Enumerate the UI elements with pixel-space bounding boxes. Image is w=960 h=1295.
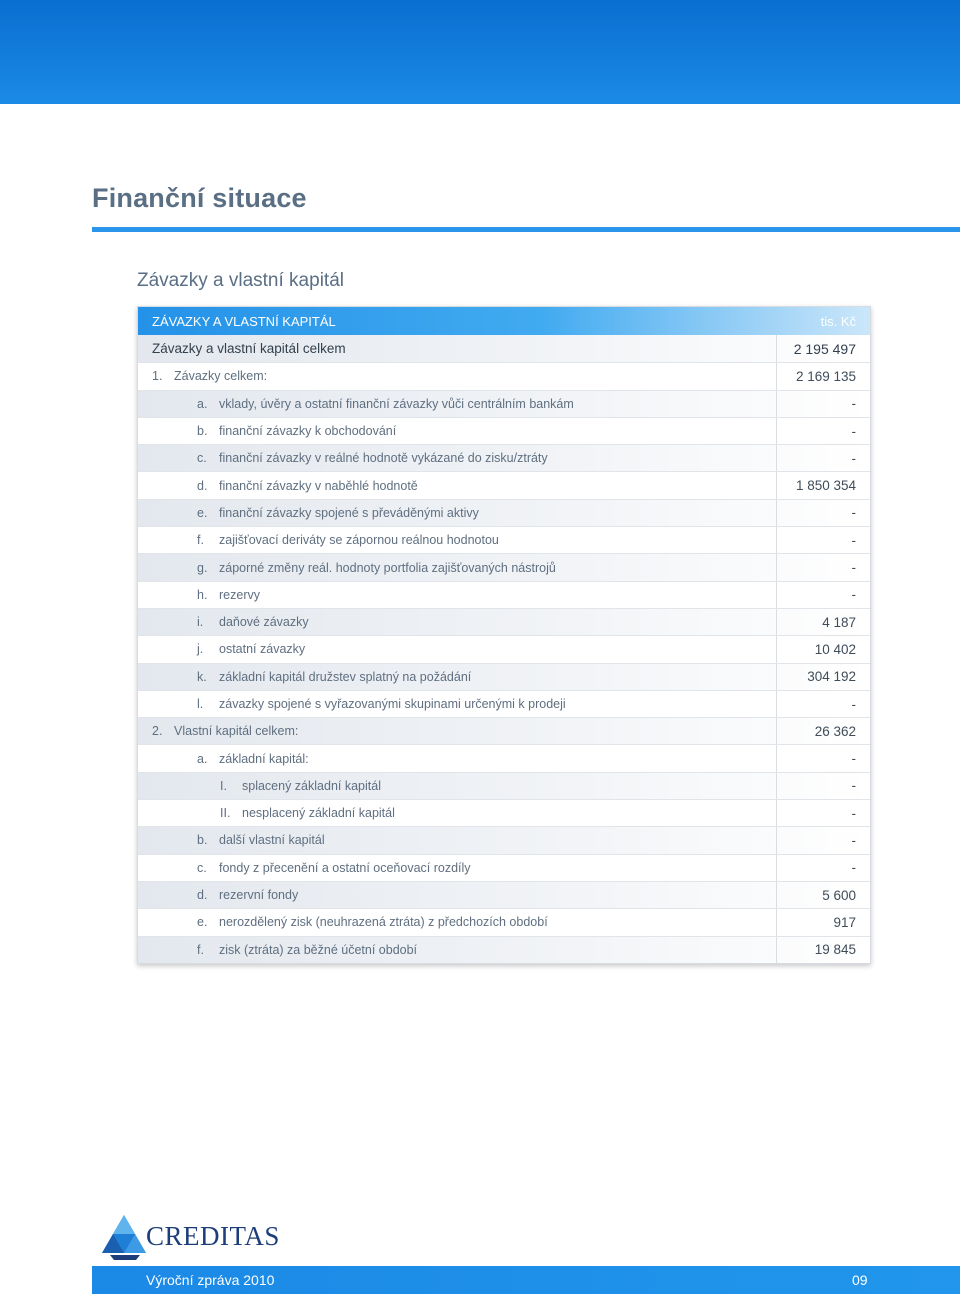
row-value: 4 187 bbox=[822, 614, 856, 630]
row-value: 1 850 354 bbox=[795, 478, 856, 494]
table-body bbox=[138, 335, 870, 963]
row-label-cell bbox=[138, 937, 777, 963]
row-value: 304 192 bbox=[807, 669, 856, 685]
row-label-cell bbox=[138, 773, 777, 799]
table-row bbox=[138, 663, 870, 690]
row-label-cell bbox=[138, 664, 777, 690]
row-value: - bbox=[851, 423, 856, 439]
table-row bbox=[138, 471, 870, 498]
row-value: - bbox=[851, 532, 856, 548]
row-label-cell bbox=[138, 909, 777, 935]
row-number: g. bbox=[197, 560, 208, 575]
row-value: 917 bbox=[833, 914, 856, 930]
row-label: další vlastní kapitál bbox=[219, 833, 325, 848]
top-banner bbox=[0, 0, 960, 104]
row-number: k. bbox=[197, 669, 207, 684]
liabilities-equity-table bbox=[137, 306, 871, 964]
row-number: b. bbox=[197, 424, 208, 439]
row-label-cell bbox=[138, 500, 777, 526]
row-label: nesplacený základní kapitál bbox=[242, 806, 395, 821]
row-number: i. bbox=[197, 615, 204, 630]
row-label-cell bbox=[138, 718, 777, 744]
row-label: finanční závazky v reálné hodnotě vykázané do zisku/ztráty bbox=[219, 451, 548, 466]
row-label-cell bbox=[138, 882, 777, 908]
footer-report-title: Výroční zpráva 2010 bbox=[146, 1272, 275, 1288]
row-value: 19 845 bbox=[814, 942, 856, 958]
row-label-cell bbox=[138, 418, 777, 444]
row-label-cell bbox=[138, 609, 777, 635]
row-label: rezervní fondy bbox=[219, 888, 299, 903]
section-title: Závazky a vlastní kapitál bbox=[137, 270, 344, 291]
page-title: Finanční situace bbox=[92, 183, 307, 213]
row-label-cell bbox=[138, 527, 777, 553]
row-label: splacený základní kapitál bbox=[242, 778, 381, 793]
table-row bbox=[138, 608, 870, 635]
row-number: h. bbox=[197, 587, 208, 602]
table-row bbox=[138, 444, 870, 471]
row-label: nerozdělený zisk (neuhrazená ztráta) z předchozích období bbox=[219, 915, 548, 930]
row-label-cell bbox=[138, 691, 777, 717]
row-label: zajišťovací deriváty se zápornou reálnou hodnotou bbox=[219, 533, 499, 548]
row-label: základní kapitál: bbox=[219, 751, 309, 766]
row-label-cell bbox=[138, 472, 777, 498]
row-label-cell bbox=[138, 582, 777, 608]
row-label: Vlastní kapitál celkem: bbox=[174, 724, 299, 739]
row-number: e. bbox=[197, 915, 208, 930]
row-value: 2 195 497 bbox=[793, 340, 856, 357]
row-number: e. bbox=[197, 505, 208, 520]
table-row bbox=[138, 417, 870, 444]
row-label: finanční závazky spojené s převáděnými aktivy bbox=[219, 505, 479, 520]
row-label: rezervy bbox=[219, 587, 260, 602]
row-label: závazky spojené s vyřazovanými skupinami určenými k prodeji bbox=[219, 697, 566, 711]
table-row bbox=[138, 799, 870, 826]
table-header-unit: tis. Kč bbox=[820, 313, 856, 329]
row-label: zisk (ztráta) za běžné účetní období bbox=[219, 942, 418, 957]
creditas-logo-icon bbox=[102, 1213, 148, 1261]
row-label: Závazky a vlastní kapitál celkem bbox=[152, 341, 346, 357]
row-label: finanční závazky v naběhlé hodnotě bbox=[219, 478, 418, 493]
table-row bbox=[138, 635, 870, 662]
table-header-label: ZÁVAZKY A VLASTNÍ KAPITÁL bbox=[152, 313, 336, 329]
table-header-row bbox=[138, 307, 870, 335]
row-value: - bbox=[851, 778, 856, 794]
row-number: j. bbox=[197, 642, 204, 657]
row-value: - bbox=[851, 560, 856, 576]
row-number: c. bbox=[197, 860, 207, 875]
table-row bbox=[138, 881, 870, 908]
row-value: - bbox=[851, 860, 856, 876]
row-number: b. bbox=[197, 833, 208, 848]
row-number: I. bbox=[220, 778, 227, 793]
row-number: 2. bbox=[152, 724, 163, 739]
table-row bbox=[138, 717, 870, 744]
row-number: c. bbox=[197, 451, 207, 466]
row-value: 26 362 bbox=[814, 723, 856, 739]
row-label: daňové závazky bbox=[219, 615, 309, 630]
row-label-cell bbox=[138, 636, 777, 662]
row-label: základní kapitál družstev splatný na požádání bbox=[219, 669, 472, 684]
row-value: - bbox=[851, 805, 856, 821]
row-number: f. bbox=[197, 942, 204, 957]
title-divider bbox=[92, 227, 960, 232]
table-row bbox=[138, 335, 870, 362]
row-value: - bbox=[851, 587, 856, 603]
row-value: - bbox=[851, 696, 856, 712]
row-value: - bbox=[851, 505, 856, 521]
table-row bbox=[138, 744, 870, 771]
row-label-cell bbox=[138, 363, 777, 389]
page-number: 09 bbox=[852, 1272, 868, 1288]
table-row bbox=[138, 908, 870, 935]
row-value: 2 169 135 bbox=[795, 368, 856, 384]
row-label: záporné změny reál. hodnoty portfolia zajišťovaných nástrojů bbox=[219, 560, 556, 575]
row-value: - bbox=[851, 832, 856, 848]
row-number: l. bbox=[197, 697, 204, 711]
row-value: - bbox=[851, 450, 856, 466]
table-row bbox=[138, 362, 870, 389]
row-label: vklady, úvěry a ostatní finanční závazky vůči centrálním bankám bbox=[219, 396, 574, 411]
row-label: Závazky celkem: bbox=[174, 369, 268, 384]
table-row bbox=[138, 826, 870, 853]
row-label-cell bbox=[138, 745, 777, 771]
table-row bbox=[138, 772, 870, 799]
table-row bbox=[138, 390, 870, 417]
row-label-cell bbox=[138, 800, 777, 826]
row-label-cell bbox=[138, 827, 777, 853]
row-label: finanční závazky k obchodování bbox=[219, 424, 397, 439]
row-label: ostatní závazky bbox=[219, 642, 306, 657]
row-number: f. bbox=[197, 533, 204, 548]
row-number: a. bbox=[197, 751, 208, 766]
row-label-cell bbox=[138, 445, 777, 471]
row-number: d. bbox=[197, 478, 208, 493]
row-value: - bbox=[851, 396, 856, 412]
row-label-cell bbox=[138, 335, 777, 362]
row-label-cell bbox=[138, 554, 777, 580]
row-label-cell bbox=[138, 391, 777, 417]
table-row bbox=[138, 499, 870, 526]
row-number: a. bbox=[197, 396, 208, 411]
table-row bbox=[138, 581, 870, 608]
row-number: II. bbox=[220, 806, 231, 821]
table-row bbox=[138, 936, 870, 963]
row-number: 1. bbox=[152, 369, 163, 384]
table-row bbox=[138, 526, 870, 553]
logo-wordmark: CREDITAS bbox=[146, 1221, 280, 1251]
row-label: fondy z přecenění a ostatní oceňovací rozdíly bbox=[219, 860, 471, 875]
table-row bbox=[138, 690, 870, 717]
row-label-cell bbox=[138, 855, 777, 881]
table-row bbox=[138, 854, 870, 881]
row-value: 5 600 bbox=[822, 887, 856, 903]
row-number: d. bbox=[197, 888, 208, 903]
row-value: 10 402 bbox=[814, 641, 856, 657]
table-row bbox=[138, 553, 870, 580]
row-value: - bbox=[851, 751, 856, 767]
